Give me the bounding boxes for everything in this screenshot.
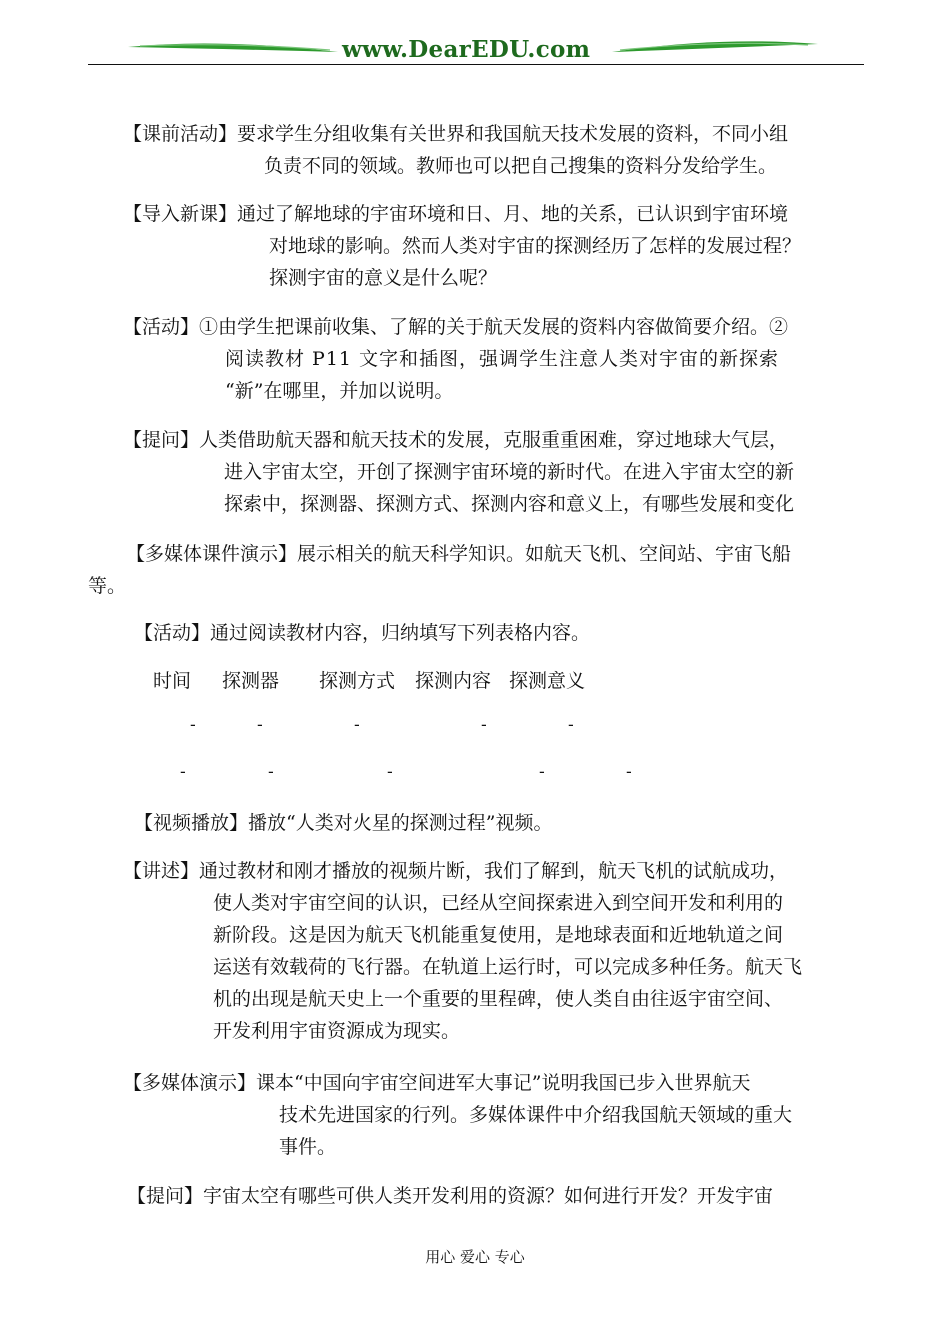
- paragraph-text: 运送有效载荷的飞行器。在轨道上运行时，可以完成多种任务。航天飞: [213, 956, 803, 978]
- site-logo[interactable]: www.DearEDU.com: [342, 36, 591, 63]
- paragraph-tag: 【多媒体课件演示】: [126, 543, 298, 565]
- paragraph-text: 人类借助航天器和航天技术的发展，克服重重困难，穿过地球大气层，: [199, 429, 789, 451]
- paragraph-text: 进入宇宙太空，开创了探测宇宙环境的新时代。在进入宇宙太空的新: [224, 461, 795, 483]
- paragraph-tag: 【提问】: [127, 1185, 204, 1207]
- paragraph-tag: 【提问】: [123, 429, 200, 451]
- table-cell: -: [257, 715, 263, 735]
- paragraph-tag: 【活动】: [134, 622, 211, 644]
- table-cell: -: [268, 762, 274, 782]
- paragraph-narration: [123, 855, 802, 1047]
- paragraph-text: 机的出现是航天史上一个重要的里程碑，使人类自由往返宇宙空间、: [213, 988, 784, 1010]
- paragraph-pre-class-activity: [123, 118, 788, 182]
- paragraph-text: 技术先进国家的行列。多媒体课件中介绍我国航天领域的重大: [279, 1104, 793, 1126]
- paragraph-text: 开发利用宇宙资源成为现实。: [213, 1020, 461, 1042]
- paragraph-question-2: [127, 1180, 773, 1212]
- header-rule: [88, 64, 864, 65]
- table-cell: -: [190, 715, 196, 735]
- paragraph-text: 播放“人类对火星的探测过程”视频。: [248, 812, 553, 834]
- paragraph-text: 课本“中国向宇宙空间进军大事记”说明我国已步入世界航天: [256, 1072, 751, 1094]
- table-cell: -: [481, 715, 487, 735]
- paragraph-text: 通过教材和刚才播放的视频片断，我们了解到，航天飞机的试航成功，: [199, 860, 789, 882]
- paragraph-text: 使人类对宇宙空间的认识，已经从空间探索进入到空间开发和利用的: [213, 892, 784, 914]
- paragraph-text: 负责不同的领域。教师也可以把自己搜集的资料分发给学生。: [264, 155, 778, 177]
- paragraph-video-playback: [134, 807, 552, 839]
- paragraph-text: 通过阅读教材内容，归纳填写下列表格内容。: [210, 622, 591, 644]
- paragraph-introduction: [123, 198, 801, 294]
- paragraph-text: 要求学生分组收集有关世界和我国航天技术发展的资料，不同小组: [237, 123, 789, 145]
- table-header-cell: 时间: [153, 670, 192, 692]
- table-cell: -: [354, 715, 360, 735]
- paragraph-tag: 【活动】: [123, 316, 200, 338]
- paragraph-text: 新阶段。这是因为航天飞机能重复使用，是地球表面和近地轨道之间: [213, 924, 784, 946]
- paragraph-text: 展示相关的航天科学知识。如航天飞机、空间站、宇宙飞船: [297, 543, 792, 565]
- table-header-cell: 探测器: [222, 670, 280, 692]
- paragraph-text: 对地球的影响。然而人类对宇宙的探测经历了怎样的发展过程？: [269, 235, 802, 257]
- page-footer: 用心 爱心 专心: [425, 1248, 525, 1266]
- table-cell: -: [568, 715, 574, 735]
- table-cell: -: [626, 762, 632, 782]
- table-header-cell: 探测方式: [319, 670, 396, 692]
- table-header-cell: 探测意义: [509, 670, 586, 692]
- paragraph-tag: 【讲述】: [123, 860, 200, 882]
- paragraph-text: 探索中，探测器、探测方式、探测内容和意义上，有哪些发展和变化: [224, 493, 795, 515]
- paragraph-text: 探测宇宙的意义是什么呢？: [269, 267, 498, 289]
- paragraph-activity-1: [123, 311, 788, 407]
- paragraph-text: ①由学生把课前收集、了解的关于航天发展的资料内容做简要介绍。②: [199, 316, 789, 338]
- paragraph-text: 阅读教材 P11 文字和插图，强调学生注意人类对宇宙的新探索: [225, 348, 780, 370]
- table-header-cell: 探测内容: [415, 670, 492, 692]
- paragraph-text: 宇宙太空有哪些可供人类开发利用的资源？如何进行开发？开发宇宙: [203, 1185, 774, 1207]
- paragraph-tag: 【课前活动】: [123, 123, 238, 145]
- paragraph-text: 通过了解地球的宇宙环境和日、月、地的关系，已认识到宇宙环境: [237, 203, 789, 225]
- paragraph-multimedia-demo: [88, 538, 791, 602]
- paragraph-tag: 【多媒体演示】: [123, 1072, 257, 1094]
- paragraph-tag: 【视频播放】: [134, 812, 249, 834]
- paragraph-question-1: [123, 424, 794, 520]
- page-header: [0, 0, 950, 75]
- table-cell: -: [180, 762, 186, 782]
- paragraph-multimedia-presentation: [123, 1067, 792, 1163]
- table-cell: -: [539, 762, 545, 782]
- paragraph-text: 事件。: [279, 1136, 337, 1158]
- paragraph-tag: 【导入新课】: [123, 203, 238, 225]
- paragraph-activity-2: [134, 617, 590, 649]
- paragraph-text: “新”在哪里，并加以说明。: [225, 380, 454, 402]
- paragraph-text: 等。: [88, 575, 127, 597]
- table-cell: -: [387, 762, 393, 782]
